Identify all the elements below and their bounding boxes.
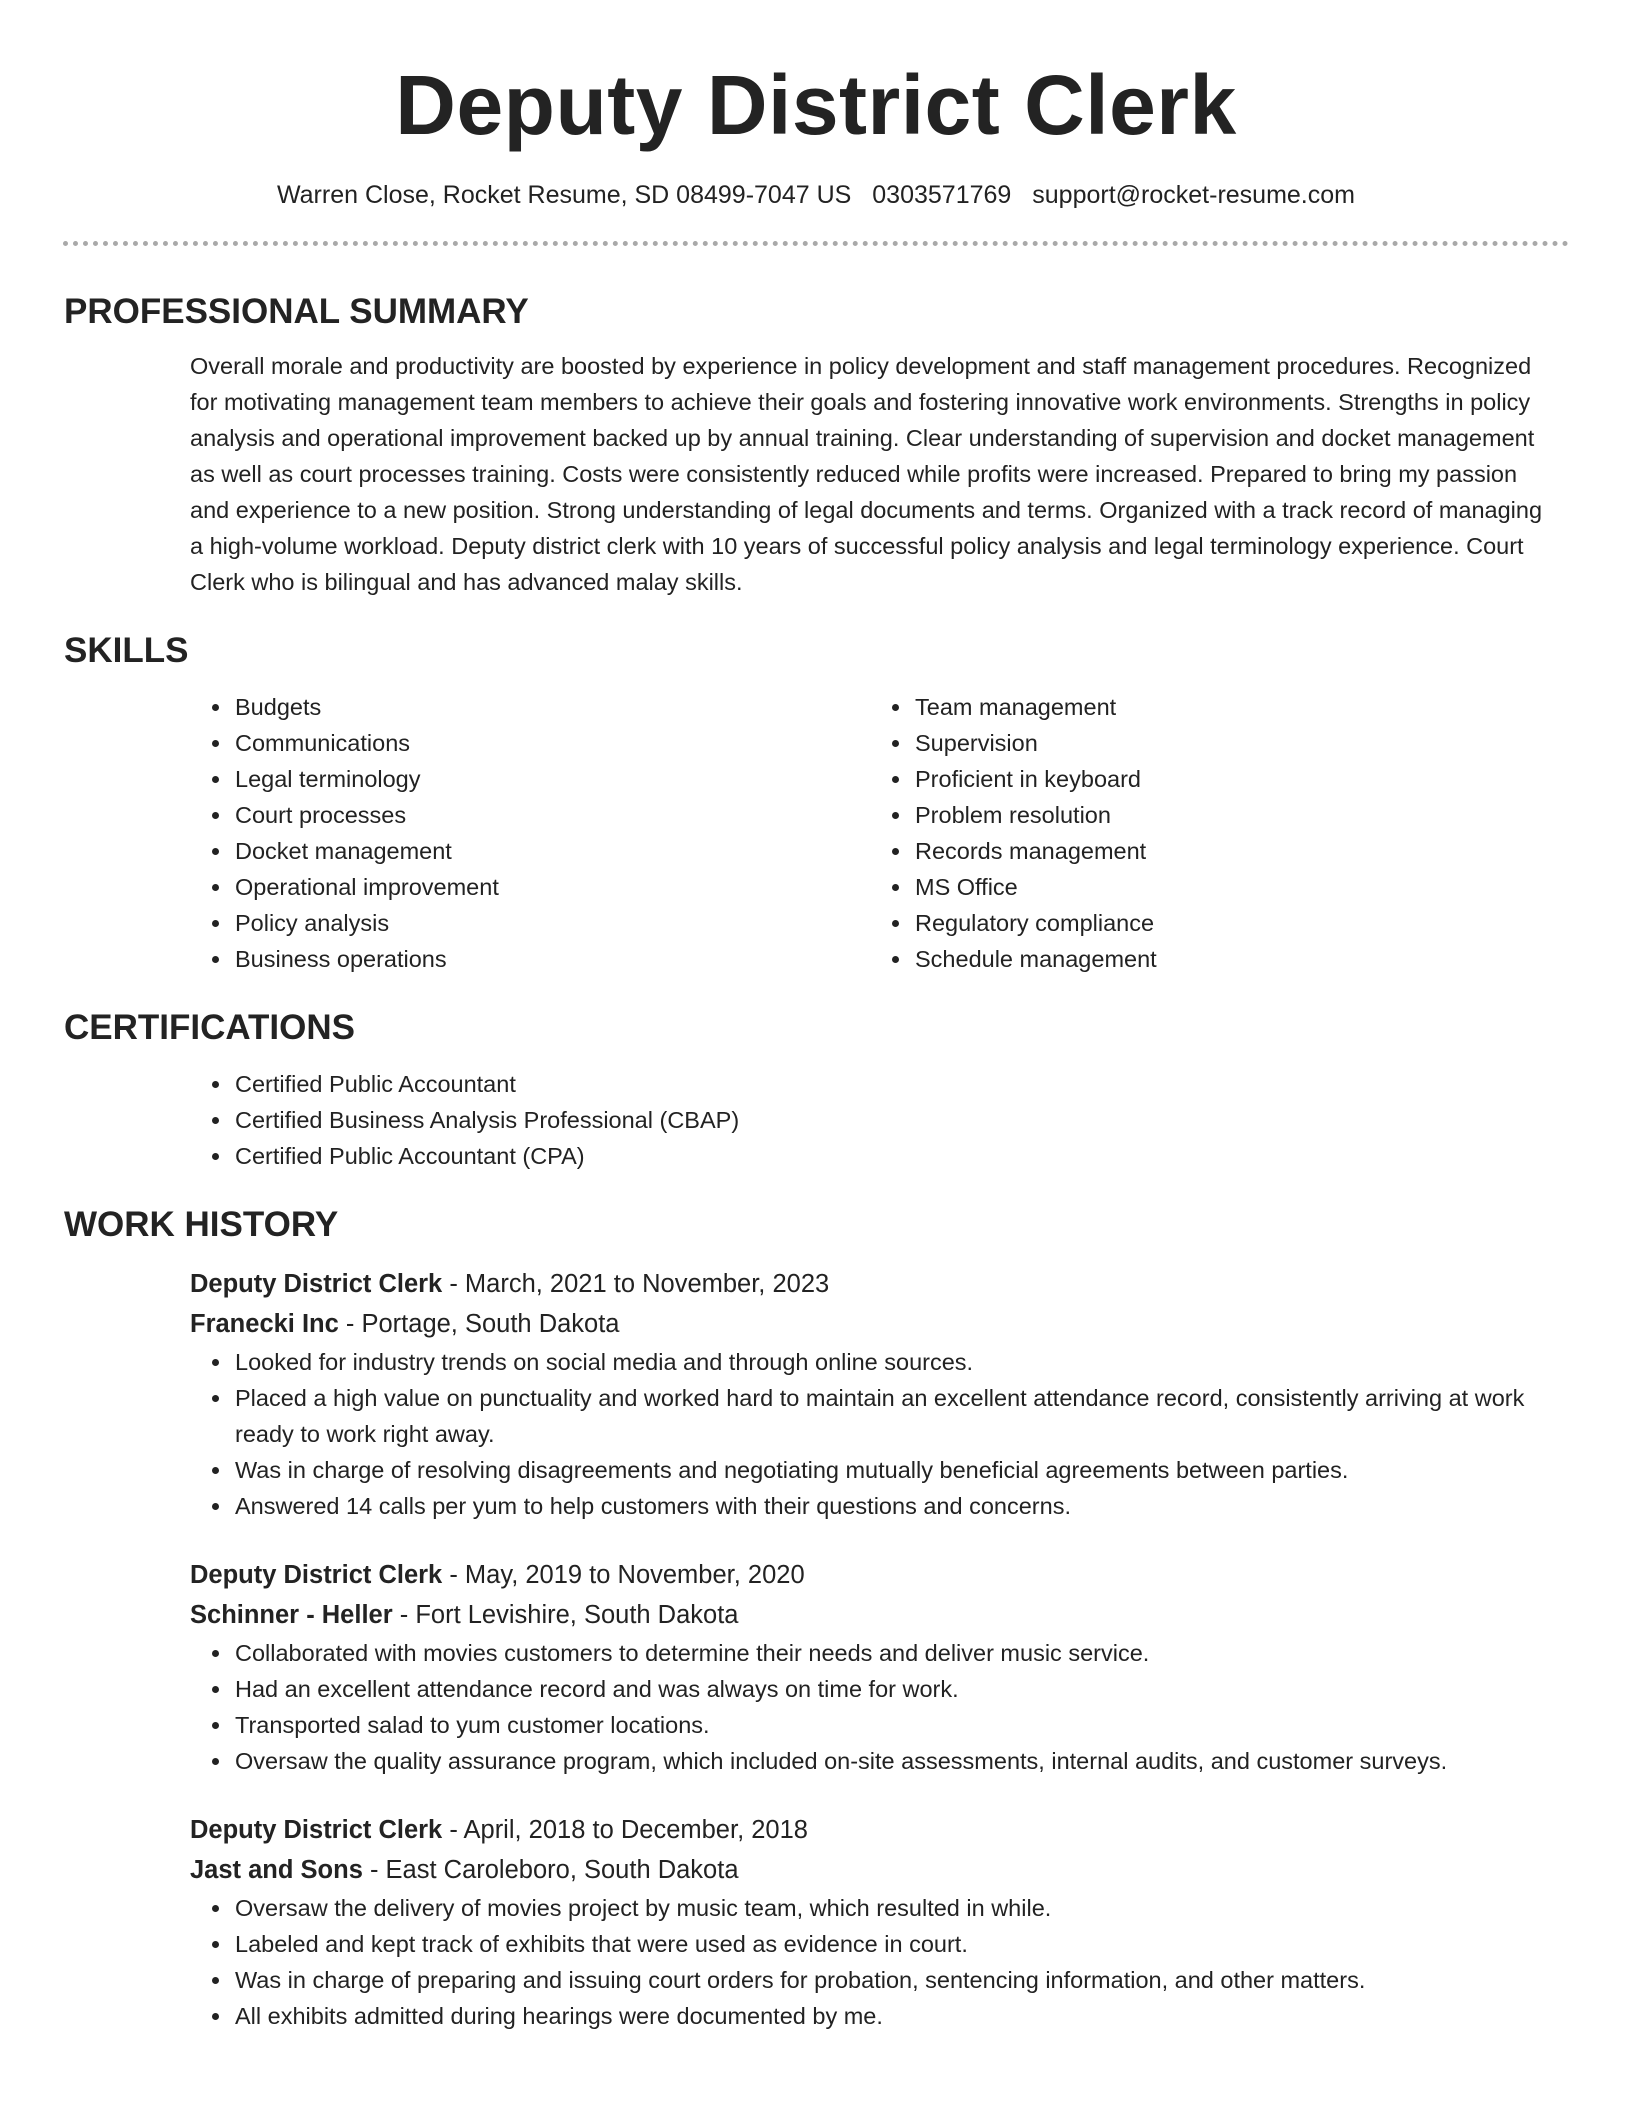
list-item: • Business operations: [233, 941, 870, 977]
job-entry: [190, 1810, 1552, 2034]
job-company: Franecki Inc: [190, 1310, 339, 1338]
list-item: • Was in charge of resolving disagreements and negotiating mutually beneficial agreements between parties.: [233, 1452, 1552, 1488]
job-location: - East Caroleboro, South Dakota: [362, 1856, 739, 1884]
job-location: - Fort Levishire, South Dakota: [392, 1601, 739, 1629]
job-company-line: [190, 1304, 1552, 1344]
contact-line: [0, 179, 1632, 211]
job-entry: [190, 1264, 1552, 1524]
job-bullets: [190, 1890, 1552, 2034]
list-item: • Policy analysis: [233, 905, 870, 941]
list-item: • Transported salad to yum customer locations.: [233, 1707, 1552, 1743]
list-item: • Regulatory compliance: [913, 905, 1550, 941]
job-dates: - April, 2018 to December, 2018: [442, 1816, 808, 1844]
list-item: • Supervision: [913, 725, 1550, 761]
job-company-line: [190, 1595, 1552, 1635]
job-company-line: [190, 1850, 1552, 1890]
list-item: • Answered 14 calls per yum to help customers with their questions and concerns.: [233, 1488, 1552, 1524]
job-title-line: [190, 1555, 1552, 1595]
job-company: Schinner - Heller: [190, 1601, 393, 1629]
job-entry: [190, 1555, 1552, 1779]
job-dates: - May, 2019 to November, 2020: [442, 1561, 805, 1589]
resume-name: Deputy District Clerk: [395, 58, 1237, 152]
list-item: • Certified Business Analysis Professional (CBAP): [233, 1102, 1552, 1138]
job-bullets: [190, 1344, 1552, 1524]
section-title-certifications: CERTIFICATIONS: [64, 1008, 356, 1047]
job-role: Deputy District Clerk: [190, 1270, 443, 1298]
job-role: Deputy District Clerk: [190, 1561, 443, 1589]
list-item: • Budgets: [233, 689, 870, 725]
contact-email: support@rocket-resume.com: [1032, 181, 1355, 209]
list-item: • Labeled and kept track of exhibits that were used as evidence in court.: [233, 1926, 1552, 1962]
list-item: • Placed a high value on punctuality and worked hard to maintain an excellent attendance record, consistently arriving at work ready to work right away.: [233, 1380, 1552, 1452]
list-item: • Operational improvement: [233, 869, 870, 905]
job-role: Deputy District Clerk: [190, 1816, 443, 1844]
header-divider: [63, 241, 1569, 246]
list-item: • Certified Public Accountant: [233, 1066, 1552, 1102]
section-title-work-history: WORK HISTORY: [64, 1205, 339, 1244]
certifications-list: [190, 1066, 1552, 1174]
list-item: • All exhibits admitted during hearings were documented by me.: [233, 1998, 1552, 2034]
list-item: • Team management: [913, 689, 1550, 725]
contact-phone: 0303571769: [872, 181, 1012, 209]
summary-text: Overall morale and productivity are boosted by experience in policy development and staff management procedures. Recognized for motivating management team members to achieve their goals and fostering innovative work environments. Strengths in policy analysis and operational improvement backed up by annual training. Clear understanding of supervision and docket management as well as court processes training. Costs were consistently reduced while profits were increased. Prepared to bring my passion and experience to a new position. Strong understanding of legal documents and terms. Organized with a track record of managing a high-volume workload. Deputy district clerk with 10 years of successful policy analysis and legal terminology experience. Court Clerk who is bilingual and has advanced malay skills.: [190, 353, 1543, 595]
list-item: • Docket management: [233, 833, 870, 869]
job-location: - Portage, South Dakota: [338, 1310, 620, 1338]
certifications-block: [190, 1066, 1552, 1174]
list-item: • Schedule management: [913, 941, 1550, 977]
list-item: • Had an excellent attendance record and was always on time for work.: [233, 1671, 1552, 1707]
list-item: • Oversaw the quality assurance program, which included on-site assessments, internal audits, and customer surveys.: [233, 1743, 1552, 1779]
list-item: • Proficient in keyboard: [913, 761, 1550, 797]
list-item: • Communications: [233, 725, 870, 761]
skills-column-right: [870, 689, 1550, 977]
job-dates: - March, 2021 to November, 2023: [442, 1270, 830, 1298]
list-item: • Legal terminology: [233, 761, 870, 797]
list-item: • Looked for industry trends on social media and through online sources.: [233, 1344, 1552, 1380]
contact-address: Warren Close, Rocket Resume, SD 08499-7047 US: [276, 181, 852, 209]
job-bullets: [190, 1635, 1552, 1779]
section-title-skills: SKILLS: [64, 631, 189, 670]
list-item: • Records management: [913, 833, 1550, 869]
list-item: • Problem resolution: [913, 797, 1550, 833]
job-title-line: [190, 1264, 1552, 1304]
skills-grid: [190, 689, 1552, 977]
skills-column-left: [190, 689, 870, 977]
list-item: • Was in charge of preparing and issuing court orders for probation, sentencing information, and other matters.: [233, 1962, 1552, 1998]
list-item: • MS Office: [913, 869, 1550, 905]
list-item: • Court processes: [233, 797, 870, 833]
skills-list-right: [870, 689, 1550, 977]
job-title-line: [190, 1810, 1552, 1850]
list-item: • Oversaw the delivery of movies project by music team, which resulted in while.: [233, 1890, 1552, 1926]
job-company: Jast and Sons: [190, 1856, 363, 1884]
list-item: • Certified Public Accountant (CPA): [233, 1138, 1552, 1174]
skills-list-left: [190, 689, 870, 977]
section-title-summary: PROFESSIONAL SUMMARY: [64, 292, 529, 331]
list-item: • Collaborated with movies customers to determine their needs and deliver music service.: [233, 1635, 1552, 1671]
